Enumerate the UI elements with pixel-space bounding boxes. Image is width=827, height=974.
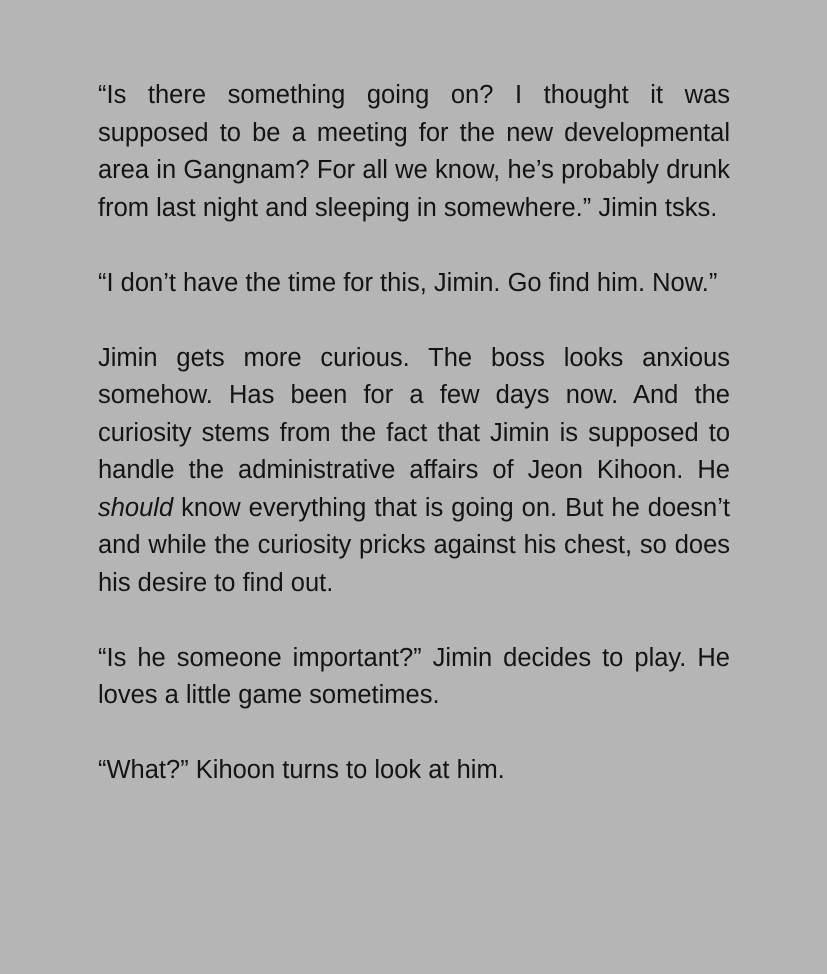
document-text [98,77,730,790]
paragraph-5: “What?” Kihoon turns to look at him. [98,756,505,784]
paragraph-3-end: know everything that is going on. But he doesn’t and while the curiosity pricks against his chest, so does his desire to find out. [98,493,730,597]
paragraph-3-start: Jimin gets more curious. The boss looks anxious somehow. Has been for a few days now. And the curiosity stems from the fact that Jimin is supposed to handle the administrative affairs of Jeon Kihoon. He [98,343,730,484]
paragraph-2: “I don’t have the time for this, Jimin. Go find him. Now.” [98,268,718,297]
emphasized-word: should [98,493,174,522]
paragraph-3 [98,340,730,603]
paragraph-1: “Is there something going on? I thought it was supposed to be a meeting for the new developmental area in Gangnam? For all we know, he’s probably drunk from last night and sleeping in somewhere.” Jimin tsks. [98,81,730,222]
paragraph-4: “Is he someone important?” Jimin decides to play. He loves a little game sometimes. [98,643,730,709]
